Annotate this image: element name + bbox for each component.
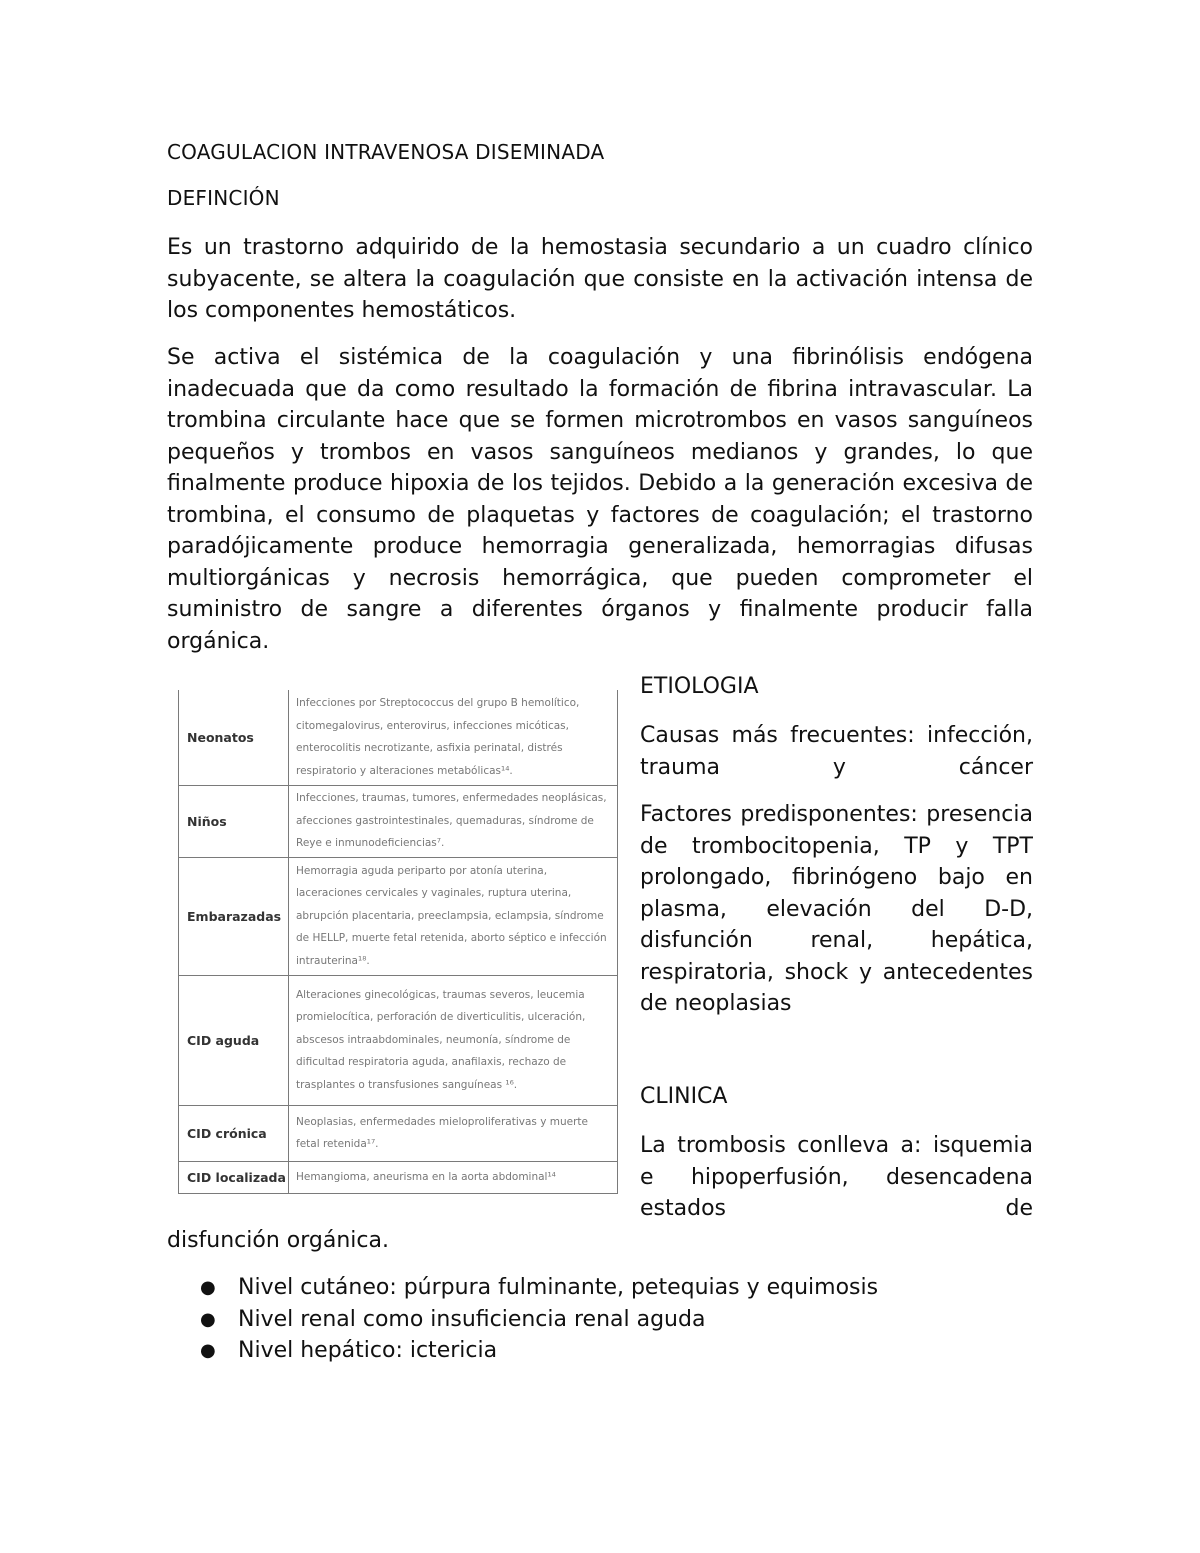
table-row [179, 975, 618, 1105]
row-text: Infecciones por Streptococcus del grupo B hemolítico, citomegalovirus, enterovirus, infecciones micóticas, enterocolitis necrotizante, asfixia perinatal, distrés respiratorio y alteraciones metabólicas¹⁴. [289, 690, 618, 785]
table-row [179, 1161, 618, 1193]
table-row [179, 785, 618, 857]
row-label: CID crónica [179, 1105, 289, 1161]
row-text: Infecciones, traumas, tumores, enfermedades neoplásicas, afecciones gastrointestinales, quemaduras, síndrome de Reye e inmunodeficiencias⁷. [289, 785, 618, 857]
bullet-icon: ● [200, 1340, 216, 1361]
row-label: CID localizada [179, 1161, 289, 1193]
bullet-icon: ● [200, 1277, 216, 1298]
list-item [200, 1304, 878, 1336]
clinica-continuation: disfunción orgánica. [167, 1228, 389, 1253]
list-item-text: Nivel hepático: ictericia [238, 1338, 498, 1363]
list-item-text: Nivel cutáneo: púrpura fulminante, petequias y equimosis [238, 1275, 879, 1300]
row-text: Hemangioma, aneurisma en la aorta abdominal¹⁴ [289, 1161, 618, 1193]
activacion-paragraph: Se activa el sistémica de la coagulación y una fibrinólisis endógena inadecuada que da como resultado la formación de fibrina intravascular. La trombina circulante hace que se formen microtrombos en vasos sanguíneos pequeños y trombos en vasos sanguíneos medianos y grandes, lo que finalmente produce hipoxia de los tejidos. Debido a la generación excesiva de trombina, el consumo de plaquetas y factores de coagulación; el trastorno paradójicamente produce hemorragia generalizada, hemorragias difusas multiorgánicas y necrosis hemorrágica, que pueden comprometer el suministro de sangre a diferentes órganos y finalmente producir falla orgánica. [167, 345, 1033, 654]
list-item-text: Nivel renal como insuficiencia renal aguda [238, 1306, 706, 1332]
causas-paragraph: Causas más frecuentes: infección, trauma y cáncer [640, 723, 1033, 780]
list-item [200, 1272, 878, 1304]
row-label: CID aguda [179, 975, 289, 1105]
list-item [200, 1335, 878, 1367]
definicion-heading: DEFINCIÓN [167, 186, 280, 210]
row-label: Neonatos [179, 690, 289, 785]
table-row [179, 857, 618, 975]
row-text: Alteraciones ginecológicas, traumas severos, leucemia promielocítica, perforación de diverticulitis, ulceración, abscesos intraabdominales, neumonía, síndrome de dificultad respiratoria aguda, anafilaxis, rechazo de trasplantes o transfusiones sanguíneas ¹⁶. [289, 975, 618, 1105]
clinica-heading: CLINICA [640, 1084, 728, 1109]
etiologia-heading: ETIOLOGIA [640, 674, 759, 699]
row-text: Neoplasias, enfermedades mieloproliferativas y muerte fetal retenida¹⁷. [289, 1105, 618, 1161]
clinica-paragraph: La trombosis conlleva a: isquemia e hipoperfusión, desencadena estados de [640, 1133, 1033, 1221]
row-label: Niños [179, 785, 289, 857]
causes-table [178, 690, 618, 1194]
factores-paragraph: Factores predisponentes: presencia de trombocitopenia, TP y TPT prolongado, fibrinógeno bajo en plasma, elevación del D-D, disfunción renal, hepática, respiratoria, shock y antecedentes de neoplasias [640, 802, 1033, 1016]
row-text: Hemorragia aguda periparto por atonía uterina, laceraciones cervicales y vaginales, ruptura uterina, abrupción placentaria, preeclampsia, eclampsia, síndrome de HELLP, muerte fetal retenida, aborto séptico e infección intrauterina¹⁸. [289, 857, 618, 975]
document-title: COAGULACION INTRAVENOSA DISEMINADA [167, 140, 605, 164]
definicion-paragraph: Es un trastorno adquirido de la hemostasia secundario a un cuadro clínico subyacente, se altera la coagulación que consiste en la activación intensa de los componentes hemostáticos. [167, 235, 1033, 323]
clinica-list [200, 1272, 878, 1367]
table-row [179, 1105, 618, 1161]
bullet-icon: ● [200, 1308, 216, 1330]
row-label: Embarazadas [179, 857, 289, 975]
table-row [179, 690, 618, 785]
